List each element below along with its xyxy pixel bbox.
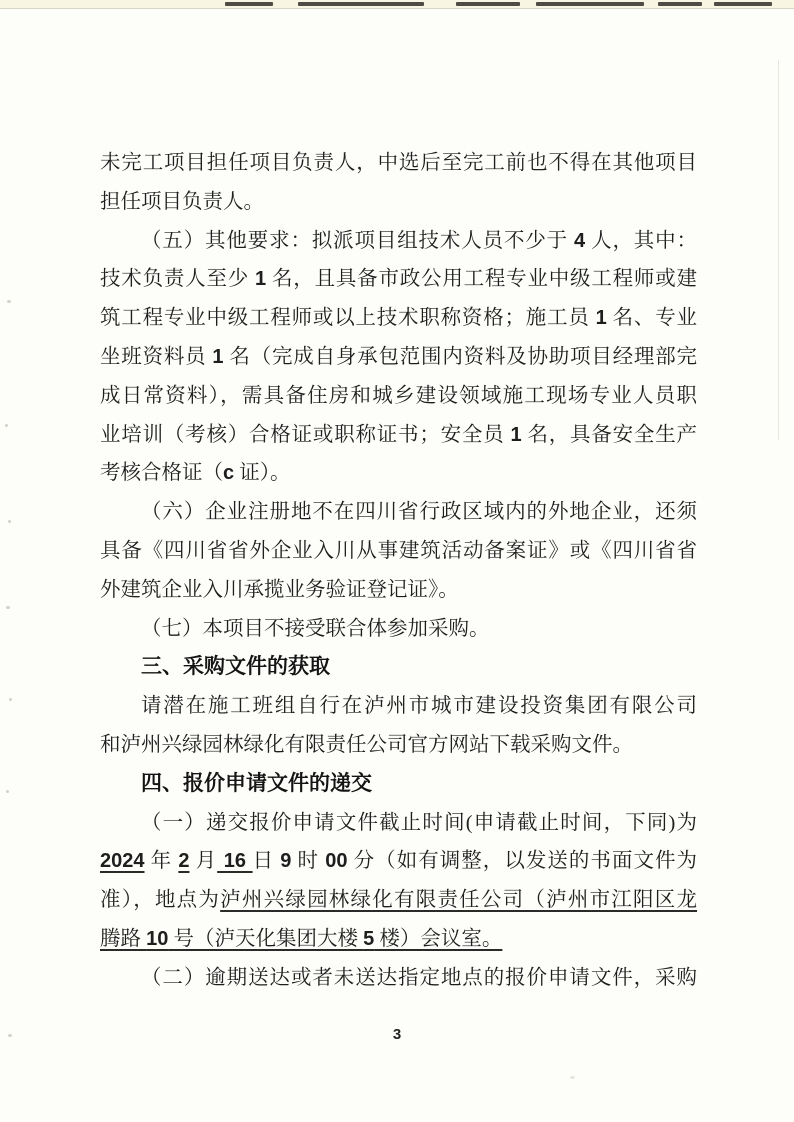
doc-line [100, 687, 697, 726]
text-run: 业培训（考核）合格证或职称证书；安全员 [100, 423, 511, 446]
text-run: 月 [189, 850, 218, 873]
doc-line [100, 299, 697, 338]
underlined-text-run: 16 [217, 850, 253, 873]
text-run: 考核合格证（ [100, 462, 223, 485]
text-run: 和泸州兴绿园林绿化有限责任公司官方网站下载采购文件。 [100, 733, 633, 756]
doc-line [100, 959, 697, 998]
text-run: 1 [510, 423, 522, 446]
doc-line [100, 804, 697, 843]
doc-line [100, 454, 697, 493]
doc-line [100, 571, 697, 610]
text-run: 成日常资料），需具备住房和城乡建设领域施工现场专业人员职 [100, 384, 697, 407]
text-run: 未完工项目担任项目负责人，中选后至完工前也不得在其他项目 [100, 152, 697, 174]
scan-artifact [658, 2, 702, 6]
text-run: 具备《四川省省外企业入川从事建筑活动备案证》或《四川省省 [100, 539, 697, 562]
text-run: （一）递交报价申请文件截止时间(申请截止时间，下同)为 [141, 811, 697, 834]
scan-speck [7, 300, 11, 303]
scan-artifact [298, 2, 424, 6]
text-run: 坐班资料员 [100, 345, 213, 368]
scan-speck [570, 1076, 575, 1079]
doc-line [100, 377, 697, 416]
text-run: 00 [325, 850, 348, 873]
scan-speck [5, 424, 8, 427]
text-run: 筑工程专业中级工程师或以上技术职称资格；施工员 [100, 307, 596, 330]
underlined-text-run: 楼）会议室。 [374, 927, 503, 950]
scan-speck [8, 520, 11, 523]
doc-line [100, 493, 697, 532]
text-run: 1 [212, 345, 224, 368]
text-run: 日 [252, 850, 281, 873]
underlined-text-run: 泸州兴绿园林绿化有限责任公司（泸州市江阳区龙 [220, 889, 698, 912]
text-run: 担任项目负责人。 [100, 190, 264, 213]
section-heading [100, 765, 697, 804]
scan-top-edge-line [0, 8, 794, 9]
text-run: （七）本项目不接受联合体参加采购。 [141, 617, 490, 640]
document-lines [100, 144, 697, 998]
scan-speck [9, 698, 12, 701]
doc-line [100, 222, 697, 261]
underlined-text-run: 号（泸天化集团大楼 [168, 927, 364, 950]
scan-artifact [536, 2, 644, 6]
text-run: 证）。 [234, 462, 291, 485]
scan-right-edge-line [778, 60, 779, 440]
doc-line [100, 726, 697, 765]
text-run: （六）企业注册地不在四川省行政区域内的外地企业，还须 [141, 501, 697, 524]
underlined-text-run: 5 [363, 927, 375, 950]
text-run: c [223, 462, 235, 485]
text-run: 4 [574, 229, 586, 252]
doc-line [100, 532, 697, 571]
doc-line [100, 183, 697, 222]
text-run: 技术负责人至少 [100, 268, 255, 291]
text-run: 人，其中： [585, 229, 698, 252]
doc-line [100, 260, 697, 299]
page-number: 3 [392, 1026, 402, 1043]
doc-line [100, 881, 697, 920]
text-run: 请潜在施工班组自行在泸州市城市建设投资集团有限公司 [141, 695, 697, 718]
text-run: 名，具备安全生产 [521, 423, 698, 446]
text-run: 三、采购文件的获取 [141, 655, 330, 679]
doc-line [100, 338, 697, 377]
doc-line [100, 416, 697, 455]
scan-artifact [456, 2, 520, 6]
text-run: 1 [595, 307, 607, 330]
scan-artifact [714, 2, 772, 6]
doc-line [100, 842, 697, 881]
text-run: 9 [280, 850, 292, 873]
text-run: 准），地点为 [100, 889, 221, 912]
text-run: 四、报价申请文件的递交 [141, 771, 372, 795]
text-run: 时 [291, 850, 326, 873]
text-run: 名（完成自身承包范围内资料及协助项目经理部完 [223, 345, 698, 368]
doc-line [100, 144, 697, 183]
text-run: 年 [144, 850, 179, 873]
underlined-text-run: 2 [178, 850, 190, 873]
scan-speck [6, 606, 10, 609]
text-run: 名，且具备市政公用工程专业中级工程师或建 [266, 268, 698, 291]
underlined-text-run: 腾路 [100, 927, 147, 950]
text-run: 外建筑企业入川承揽业务验证登记证》。 [100, 578, 459, 601]
text-run: 名、专业 [606, 307, 698, 330]
underlined-text-run: 10 [146, 927, 169, 950]
text-run: （五）其他要求：拟派项目组技术人员不少于 [141, 229, 574, 252]
doc-line [100, 610, 697, 649]
underlined-text-run: 2024 [100, 850, 145, 873]
doc-line [100, 920, 697, 959]
scan-speck [6, 790, 9, 793]
scan-artifact [225, 2, 273, 6]
text-run: 1 [254, 268, 267, 291]
text-run: （二）逾期送达或者未送达指定地点的报价申请文件，采购 [141, 966, 697, 989]
section-heading [100, 648, 697, 687]
text-run: 分（如有调整，以发送的书面文件为 [347, 850, 698, 873]
